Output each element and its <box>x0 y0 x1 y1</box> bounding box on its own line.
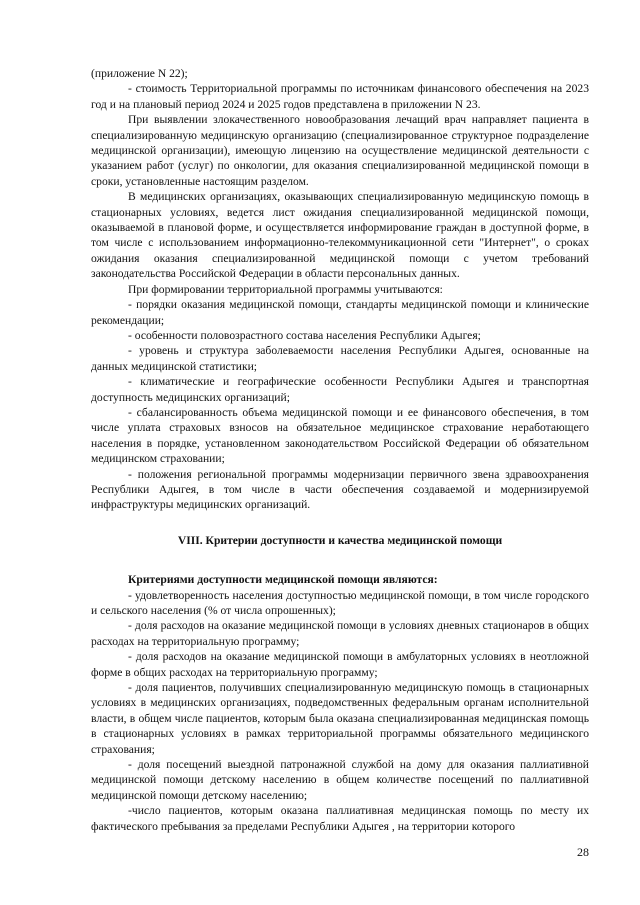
page-number: 28 <box>577 845 589 859</box>
list-item: - положения региональной программы модернизации первичного звена здравоохранения Республики Адыгея, в том числе в части обеспечения создаваемой и модернизируемой инфраструктуры медицинских организаций. <box>91 467 589 512</box>
paragraph: - стоимость Территориальной программы по источникам финансового обеспечения на 2023 год и на плановый период 2024 и 2025 годов представлена в приложении N 23. <box>91 82 589 111</box>
paragraph: (приложение N 22); <box>91 67 188 80</box>
list-item: - особенности половозрастного состава населения Республики Адыгея; <box>128 328 481 342</box>
list-item: - сбалансированность объема медицинской помощи и ее финансового обеспечения, в том числе уплата страховых взносов на обязательное медицинское страхование неработающего населения в порядке, установленном законодательством Российской Федерации об обязательном медицинском страховании; <box>91 405 589 466</box>
list-item: - климатические и географические особенности Республики Адыгея и транспортная доступность медицинских организаций; <box>91 375 589 404</box>
paragraph: При формировании территориальной программы учитываются: <box>128 282 443 296</box>
list-item: - уровень и структура заболеваемости населения Республики Адыгея, основанные на данных медицинской статистики; <box>91 344 589 373</box>
criteria-item: - доля посещений выездной патронажной службой на дому для оказания паллиативной медицинской помощи детскому населению в общем количестве посещений по паллиативной медицинской помощи детскому населению; <box>91 758 589 802</box>
paragraph: При выявлении злокачественного новообразования лечащий врач направляет пациента в специализированную медицинскую организацию (специализированное структурное подразделение медицинской организации), имеющую лицензию на осуществление медицинской деятельности с указанием работ (услуг) по онкологии, для оказания специализированной медицинской помощи в сроки, установленные настоящим разделом. <box>91 113 589 188</box>
criteria-item: - доля пациентов, получивших специализированную медицинскую помощь в стационарных условиях в медицинских организациях, подведомственных федеральным органам исполнительной власти, в общем числе пациентов, которым была оказана специализированная медицинская помощь в стационарных условиях в рамках территориальной программы обязательного медицинского страхования; <box>91 681 589 756</box>
criteria-item: - доля расходов на оказание медицинской помощи в условиях дневных стационаров в общих расходах на территориальную программу; <box>91 619 589 648</box>
criteria-item: -число пациентов, которым оказана паллиативная медицинская помощь по месту их фактического пребывания за пределами Республики Адыгея , на территории которого <box>91 804 589 833</box>
document-body <box>91 66 589 834</box>
criteria-subheading: Критериями доступности медицинской помощи являются: <box>128 573 438 587</box>
list-item: - порядки оказания медицинской помощи, стандарты медицинской помощи и клинические рекомендации; <box>91 298 589 327</box>
criteria-item: - доля расходов на оказание медицинской помощи в амбулаторных условиях в неотложной форме в общих расходах на территориальную программу; <box>91 650 589 679</box>
criteria-item: - удовлетворенность населения доступностью медицинской помощи, в том числе городского и сельского населения (% от числа опрошенных); <box>91 588 589 617</box>
section-heading: VIII. Критерии доступности и качества медицинской помощи <box>177 533 503 547</box>
paragraph: В медицинских организациях, оказывающих специализированную медицинскую помощь в стационарных условиях, ведется лист ожидания специализированной медицинской помощи, оказываемой в плановой форме, и осуществляется информирование граждан в доступной форме, в том числе с использованием информационно-телекоммуникационной сети "Интернет", о сроках ожидания оказания специализированной медицинской помощи с учетом требований законодательства Российской Федерации в области персональных данных. <box>91 190 589 281</box>
